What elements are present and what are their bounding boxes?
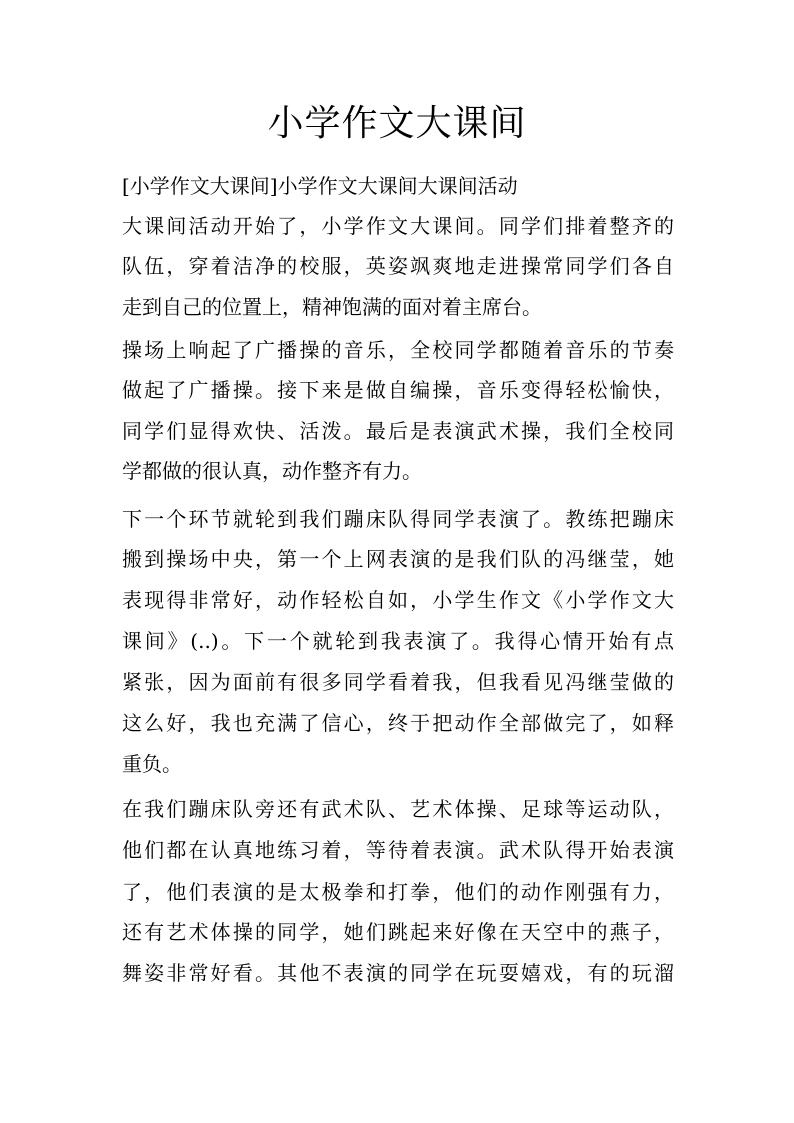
body-line: 在我们蹦床队旁还有武术队、艺术体操、足球等运动队， [122,797,674,821]
body-line: 课间》(..)。下一个就轮到我表演了。我得心情开始有点 [122,629,674,653]
body-line: 做起了广播操。接下来是做自编操，音乐变得轻松愉快， [122,378,674,402]
body-line: 学都做的很认真，动作整齐有力。 [122,459,422,483]
body-line: 舞姿非常好看。其他不表演的同学在玩耍嬉戏，有的玩溜 [122,961,674,985]
document-title: 小学作文大课间 [267,103,527,144]
document-subtitle: [小学作文大课间]小学作文大课间大课间活动 [122,174,518,198]
body-line: 操场上响起了广播操的音乐，全校同学都随着音乐的节奏 [122,338,674,362]
body-line: 这么好，我也充满了信心，终于把动作全部做完了，如释 [122,711,674,735]
body-line: 表现得非常好，动作轻松自如，小学生作文《小学作文大 [122,588,674,612]
body-line: 紧张，因为面前有很多同学看着我，但我看见冯继莹做的 [122,670,674,694]
body-line: 队伍，穿着洁净的校服，英姿飒爽地走进操常同学们各自 [122,254,674,278]
body-line: 他们都在认真地练习着，等待着表演。武术队得开始表演 [122,838,674,862]
body-line: 了，他们表演的是太极拳和打拳，他们的动作刚强有力， [122,880,674,904]
body-line: 走到自己的位置上，精神饱满的面对着主席台。 [122,295,542,319]
body-line: 还有艺术体操的同学，她们跳起来好像在天空中的燕子， [122,920,674,944]
body-line: 搬到操场中央，第一个上网表演的是我们队的冯继莹，她 [122,547,674,571]
body-line: 同学们显得欢快、活泼。最后是表演武术操，我们全校同 [122,419,674,443]
body-line: 大课间活动开始了，小学作文大课间。同学们排着整齐的 [122,214,674,238]
body-line: 下一个环节就轮到我们蹦床队得同学表演了。教练把蹦床 [122,507,674,531]
body-line: 重负。 [122,752,182,776]
